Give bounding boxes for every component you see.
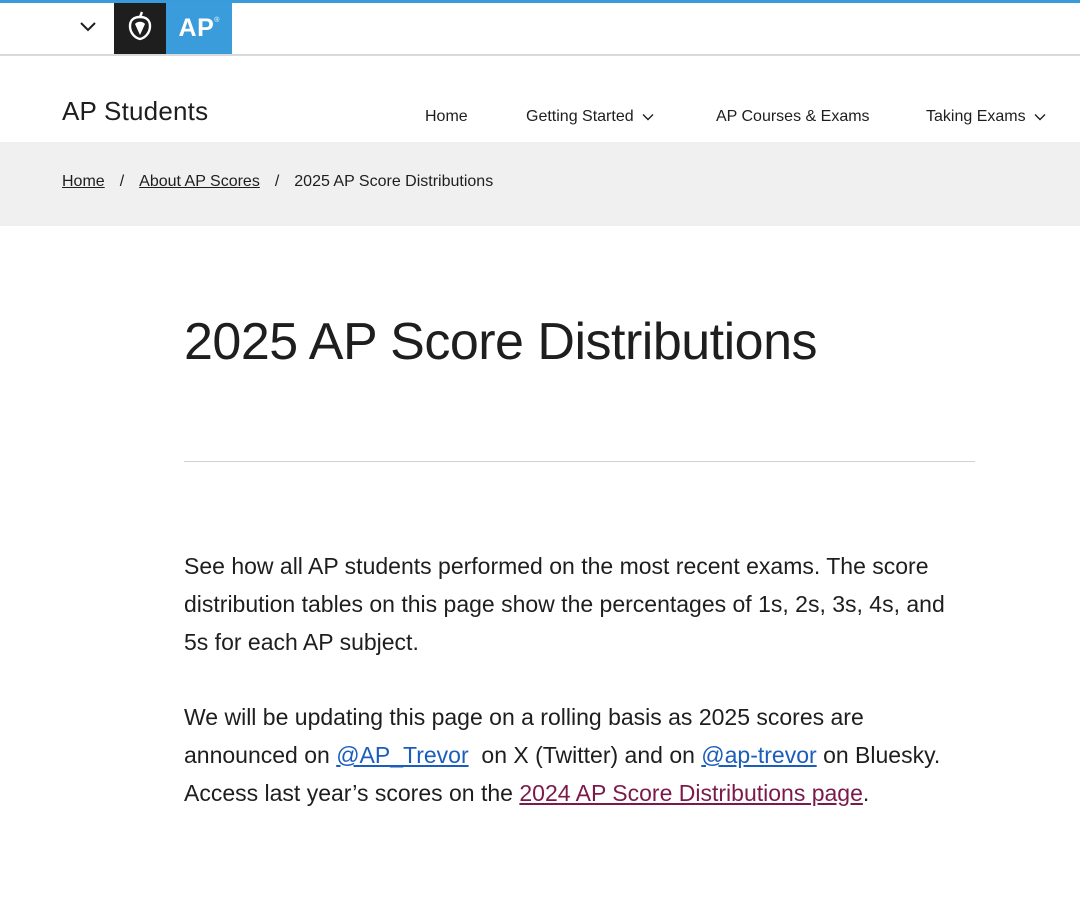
breadcrumb-link-about-ap-scores[interactable]: About AP Scores [139,173,260,190]
ap-trevor-bluesky-link[interactable]: @ap-trevor [701,742,817,768]
site-header [0,56,1080,142]
last-year-distributions-link[interactable]: 2024 AP Score Distributions page [519,780,863,806]
college-board-logo[interactable] [114,3,166,54]
nav-item-label: Home [425,108,468,125]
nav-item-label: Taking Exams [926,108,1026,125]
chevron-down-icon [642,113,654,121]
menu-toggle-button[interactable] [72,13,104,45]
breadcrumb-current: 2025 AP Score Distributions [294,173,494,190]
breadcrumb-bar [0,142,1080,226]
breadcrumb-separator: / [274,173,280,190]
breadcrumb-separator: / [119,173,125,190]
chevron-down-icon [79,20,97,38]
ap-logo[interactable] [166,3,232,54]
chevron-down-icon [1034,113,1046,121]
update-text-1: We will be updating this page on a rolling basis as 2025 scores are announced on [184,704,864,768]
site-title[interactable]: AP Students [62,96,209,126]
update-paragraph [184,698,964,812]
nav-item-label: AP Courses & Exams [716,108,870,125]
main-content [184,547,964,849]
main-nav [0,108,1080,130]
ap-trevor-x-link[interactable]: @AP_Trevor [336,742,469,768]
update-text-2: on X (Twitter) and on [468,742,702,768]
ap-logo-mark: ® [214,17,220,24]
page-title: 2025 AP Score Distributions [184,313,818,371]
acorn-shield-icon [127,11,153,46]
divider [184,461,975,462]
nav-item-getting-started[interactable] [526,108,654,126]
nav-item-ap-courses-exams[interactable] [716,108,870,126]
breadcrumb-link-home[interactable]: Home [62,173,105,190]
intro-paragraph: See how all AP students performed on the most recent exams. The score distribution tables on this page show the percentages of 1s, 2s, 3s, 4s, and 5s for each AP subject. [184,553,945,655]
update-text-3: on Bluesky. Access last year’s scores on the [184,742,941,806]
ap-logo-text: AP [178,14,215,42]
nav-item-taking-exams[interactable] [926,108,1046,126]
top-bar [0,0,1080,56]
update-text-4: . [862,780,870,806]
breadcrumb [62,173,493,191]
nav-item-home[interactable] [425,108,468,126]
nav-item-label: Getting Started [526,108,634,125]
